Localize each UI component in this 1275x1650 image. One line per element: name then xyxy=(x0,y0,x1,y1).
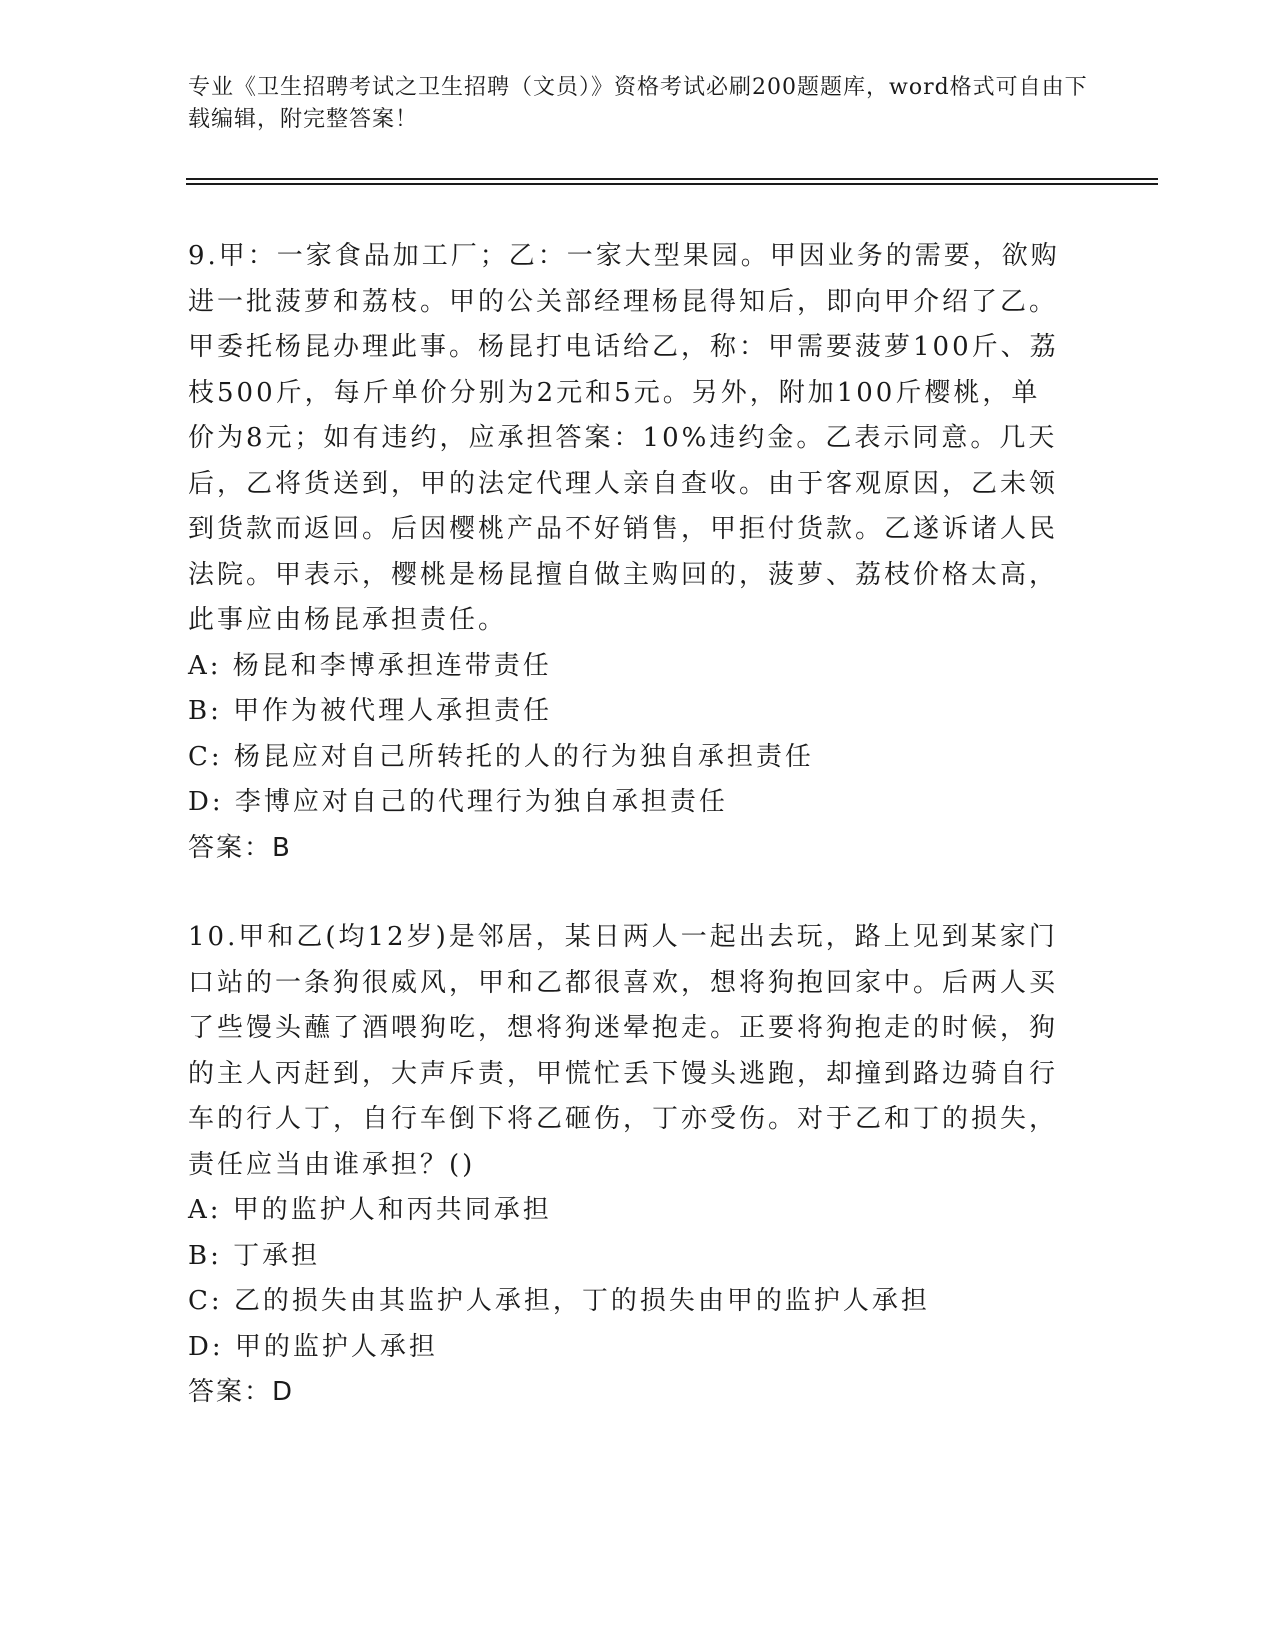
option-c: C: 乙的损失由其监护人承担，丁的损失由甲的监护人承担 xyxy=(188,1286,930,1316)
question-stem: 9.甲：一家食品加工厂；乙：一家大型果园。甲因业务的需要，欲购进一批菠萝和荔枝。甲的公关部经理杨昆得知后，即向甲介绍了乙。甲委托杨昆办理此事。杨昆打电话给乙，称：甲需要菠萝100斤、荔枝500斤，每斤单价分别为2元和5元。另外，附加100斤樱桃，单价为8元；如有违约，应承担答案：10%违约金。乙表示同意。几天后，乙将货送到，甲的法定代理人亲自查收。由于客观原因，乙未领到货款而返回。后因樱桃产品不好销售，甲拒付货款。乙遂诉诸人民法院。甲表示，樱桃是杨昆擅自做主购回的，菠萝、荔枝价格太高，此事应由杨昆承担责任。 xyxy=(188,241,1060,635)
option-d: D: 李博应对自己的代理行为独自承担责任 xyxy=(188,787,728,817)
option-d: D: 甲的监护人承担 xyxy=(188,1331,438,1362)
option-list xyxy=(188,644,1068,826)
option-b: B: 甲作为被代理人承担责任 xyxy=(188,696,553,726)
option-list xyxy=(188,1188,1068,1370)
answer-label: 答案：D xyxy=(188,1377,295,1407)
option-a: A: 甲的监护人和丙共同承担 xyxy=(188,1195,552,1225)
answer-label: 答案：B xyxy=(188,832,292,863)
question-stem: 10.甲和乙(均12岁)是邻居，某日两人一起出去玩，路上见到某家门口站的一条狗很威风，甲和乙都很喜欢，想将狗抱回家中。后两人买了些馒头蘸了酒喂狗吃，想将狗迷晕抱走。正要将狗抱走的时候，狗的主人丙赶到，大声斥责，甲慌忙丢下馒头逃跑，却撞到路边骑自行车的行人丁，自行车倒下将乙砸伤，丁亦受伤。对于乙和丁的损失，责任应当由谁承担？() xyxy=(188,922,1059,1180)
option-a: A: 杨昆和李博承担连带责任 xyxy=(188,650,552,681)
header-divider-bottom xyxy=(186,183,1158,185)
header-divider-top xyxy=(186,178,1158,180)
question-9 xyxy=(188,234,1068,871)
option-c: C: 杨昆应对自己所转托的人的行为独自承担责任 xyxy=(188,741,814,772)
question-10 xyxy=(188,915,1068,1416)
document-header xyxy=(188,72,1088,136)
option-b: B: 丁承担 xyxy=(188,1240,321,1271)
header-text: 专业《卫生招聘考试之卫生招聘（文员）》资格考试必刷200题题库，word格式可自由下载编辑，附完整答案！ xyxy=(188,75,1088,132)
